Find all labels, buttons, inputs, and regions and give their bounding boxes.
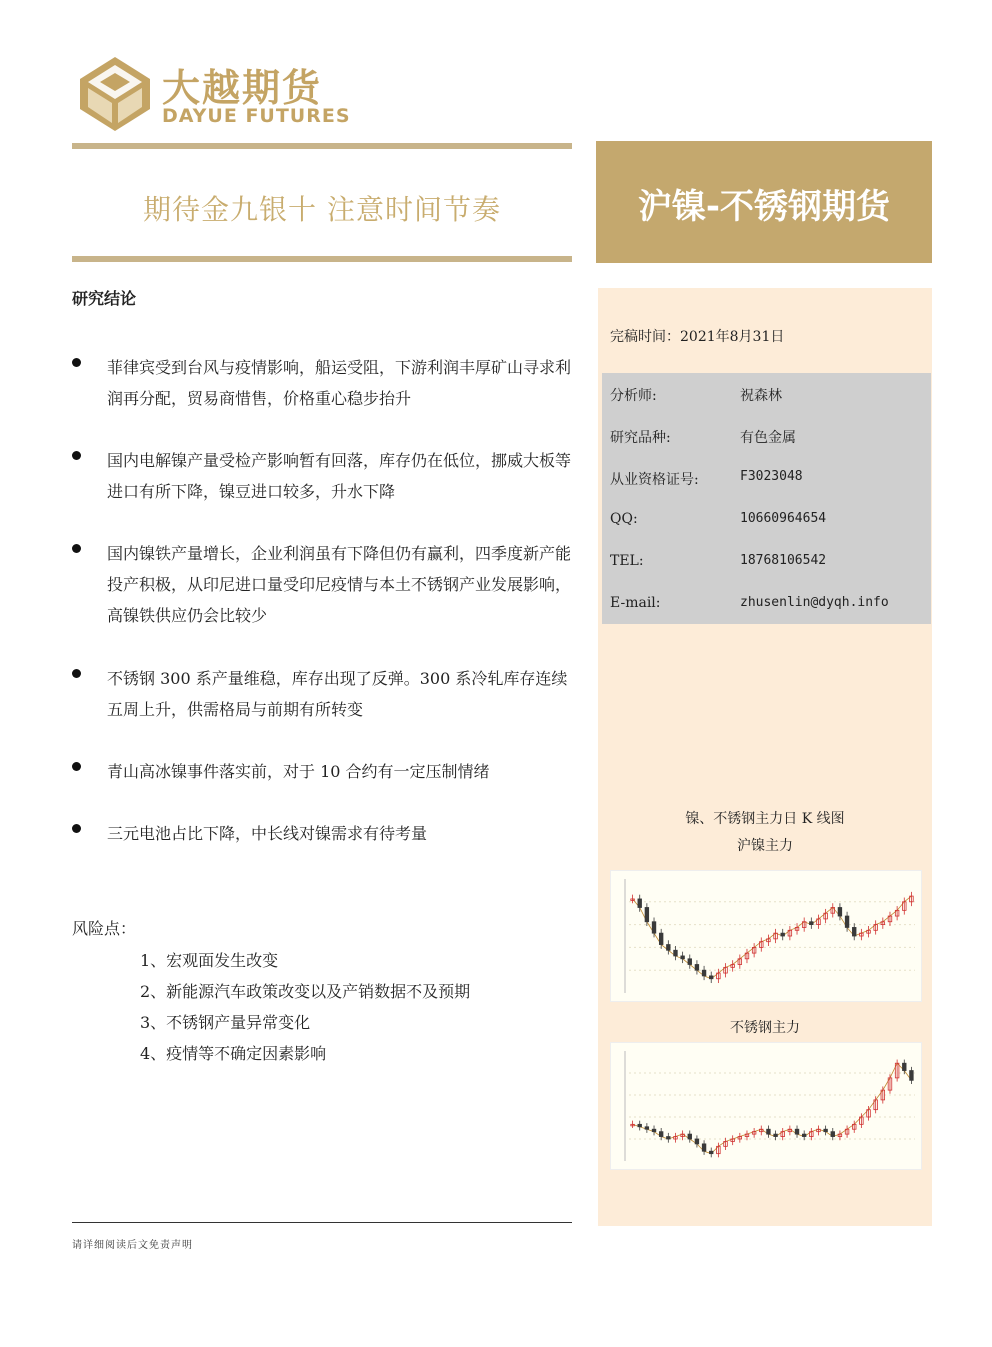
info-row-tel xyxy=(602,541,931,583)
candle-body xyxy=(781,933,785,936)
headline: 期待金九银十 注意时间节奏 xyxy=(143,193,501,226)
candle-body xyxy=(795,1129,799,1134)
candle-body xyxy=(645,908,649,922)
candle-body xyxy=(709,976,713,979)
info-label: 研究品种: xyxy=(610,430,671,446)
logo-text-en: DAYUE FUTURES xyxy=(162,105,351,127)
company-logo xyxy=(78,55,351,135)
info-label: 分析师: xyxy=(610,388,657,404)
info-value: 10660964654 xyxy=(740,511,827,526)
candle-body xyxy=(702,970,706,976)
stainless-kline-svg xyxy=(611,1043,921,1169)
logo-diamond-icon xyxy=(78,55,152,133)
info-value: zhusenlin@dyqh.info xyxy=(740,595,889,610)
bullet-dot-icon xyxy=(72,544,81,553)
bullet-dot-icon xyxy=(72,762,81,771)
candle-body xyxy=(838,908,842,917)
info-label: TEL: xyxy=(610,553,644,569)
candle-body xyxy=(652,1129,656,1131)
candle-body xyxy=(674,950,678,956)
candle-body xyxy=(688,1134,692,1139)
charts-caption: 镍、不锈钢主力日 K 线图 xyxy=(685,811,845,827)
product-banner xyxy=(596,141,932,263)
candle-body xyxy=(638,899,642,908)
bullet-text: 国内镍铁产量增长，企业利润虽有下降但仍有赢利，四季度新产能投产积极，从印尼进口量受印尼疫情与本土不锈钢产业发展影响，高镍铁供应仍会比较少 xyxy=(107,544,572,625)
bullet-text: 青山高冰镍事件落实前，对于 10 合约有一定压制情绪 xyxy=(107,762,490,781)
info-row-variety xyxy=(602,415,931,457)
stainless-kline-chart xyxy=(610,1042,922,1170)
bullet-text: 菲律宾受到台风与疫情影响，船运受阻，下游利润丰厚矿山寻求利润再分配，贸易商惜售，价格重心稳步抬升 xyxy=(107,358,572,408)
bullet-dot-icon xyxy=(72,669,81,678)
candle-body xyxy=(695,1139,699,1144)
nickel-kline-chart xyxy=(610,870,922,1002)
info-row-qq xyxy=(602,499,931,541)
info-value: 有色金属 xyxy=(740,430,796,446)
headline-bottom-bar xyxy=(72,256,572,262)
bullet-dot-icon xyxy=(72,358,81,367)
footer-divider xyxy=(72,1222,572,1223)
candle-body xyxy=(688,959,692,965)
section-title: 研究结论 xyxy=(72,289,137,308)
candle-body xyxy=(638,1124,642,1126)
candle-body xyxy=(845,916,849,927)
risk-item: 1、宏观面发生改变 xyxy=(140,951,279,970)
bullet-text: 国内电解镍产量受检产影响暂有回落，库存仍在低位，挪威大板等进口有所下降，镍豆进口较多，升水下降 xyxy=(107,451,572,501)
candle-body xyxy=(802,1134,806,1136)
completion-date: 完稿时间：2021年8月31日 xyxy=(610,329,785,345)
info-value: 18768106542 xyxy=(740,553,827,568)
stainless-chart-title: 不锈钢主力 xyxy=(730,1020,800,1036)
risk-item: 4、疫情等不确定因素影响 xyxy=(140,1044,327,1063)
candle-body xyxy=(810,922,814,925)
risk-title: 风险点： xyxy=(72,919,137,938)
chart-series-line xyxy=(633,1063,912,1153)
bullet-dot-icon xyxy=(72,451,81,460)
candle-body xyxy=(767,1129,771,1134)
candle-body xyxy=(652,922,656,933)
product-title: 沪镍-不锈钢期货 xyxy=(637,187,891,227)
info-row-analyst xyxy=(602,373,931,415)
bullet-text: 不锈钢 300 系产量维稳，库存出现了反弹。300 系冷轧库存连续五周上升，供需格局与前期有所转变 xyxy=(107,669,568,719)
candle-body xyxy=(852,927,856,936)
info-label: E-mail: xyxy=(610,595,661,611)
info-row-license xyxy=(602,457,931,499)
info-label: QQ: xyxy=(610,511,638,527)
candle-body xyxy=(902,1063,906,1070)
risk-item: 2、新能源汽车政策改变以及产销数据不及预期 xyxy=(140,982,471,1001)
risk-item: 3、不锈钢产量异常变化 xyxy=(140,1013,311,1032)
candle-body xyxy=(681,956,685,959)
chart-series-line xyxy=(633,896,912,979)
candle-body xyxy=(667,945,671,951)
candle-body xyxy=(709,1151,713,1153)
candle-body xyxy=(831,1132,835,1137)
candle-body xyxy=(774,1134,778,1136)
info-value: 祝森林 xyxy=(740,388,782,404)
logo-text-cn: 大越期货 xyxy=(162,66,323,110)
analyst-info-table xyxy=(602,373,931,624)
bullet-dot-icon xyxy=(72,824,81,833)
info-label: 从业资格证号: xyxy=(610,472,699,488)
candle-body xyxy=(702,1144,706,1151)
candle-body xyxy=(645,1127,649,1129)
candle-body xyxy=(695,965,699,971)
nickel-kline-svg xyxy=(611,871,921,1001)
headline-top-bar xyxy=(72,143,572,149)
info-value: F3023048 xyxy=(740,469,803,484)
candle-body xyxy=(824,1129,828,1131)
nickel-chart-title: 沪镍主力 xyxy=(737,838,793,854)
info-row-email xyxy=(602,583,931,625)
candle-body xyxy=(910,1071,914,1081)
candle-body xyxy=(659,1132,663,1137)
footer-disclaimer: 请详细阅读后文免责声明 xyxy=(72,1240,193,1251)
candle-body xyxy=(659,933,663,944)
candle-body xyxy=(667,1137,671,1139)
bullet-text: 三元电池占比下降，中长线对镍需求有待考量 xyxy=(107,824,428,843)
